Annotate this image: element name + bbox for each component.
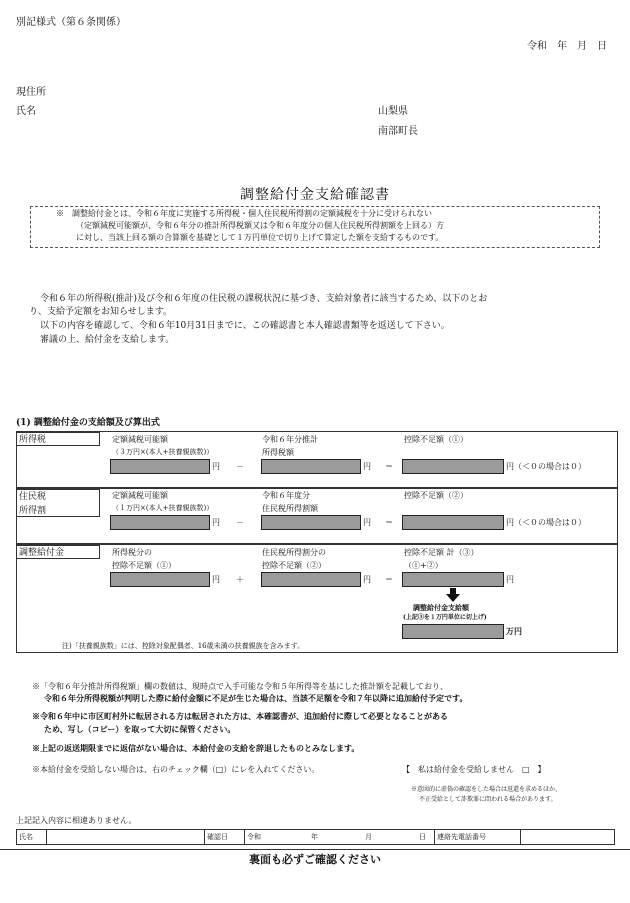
adjustment-col3-sub: （①+②） [404, 561, 443, 570]
date-line: 令和 年 月 日 [527, 41, 607, 52]
arrow-down-icon [446, 588, 460, 602]
estimated-income-tax-field[interactable] [261, 459, 361, 474]
man-yen-unit: 万円 [506, 626, 522, 636]
section-heading: (1) 調整給付金の支給額及び算出式 [16, 418, 160, 428]
address-label: 現住所 [16, 87, 46, 98]
resident-tax-label-line2: 所得割 [19, 506, 47, 516]
month-label: 月 [365, 833, 372, 841]
name-cell-label: 氏名 [17, 830, 47, 844]
confirm-statement: 上記記入内容に相違ありません。 [16, 816, 137, 825]
back-side-notice: 裏面も必ずご確認ください [249, 853, 381, 866]
yen-unit-floor-note: 円（＜０の場合は０） [506, 462, 586, 471]
phone-input[interactable] [521, 830, 614, 844]
income-tax-label: 所得税 [16, 432, 100, 446]
yen-unit: 円 [212, 575, 220, 584]
note-4: ※本給付金を受給しない場合は、右のチェック欄（□）にレを入れてください。 [32, 765, 320, 774]
income-tax-col3-title: 控除不足額（①） [404, 435, 468, 444]
intro-line4: 審議の上、給付金を支給します。 [40, 335, 175, 345]
benefit-total-rounding-note: (上記③を１万円単位に切上げ) [403, 614, 487, 621]
adjustment-col2-sub: 控除不足額（②） [262, 561, 326, 570]
equals-sign: ＝ [385, 518, 393, 527]
yen-unit: 円 [363, 518, 371, 527]
confirm-date-input[interactable] [245, 830, 435, 844]
fraud-warning-line1: ※意図的に虚偽の確認をした場合は返還を求めるほか、 [411, 786, 562, 793]
benefit-total-field[interactable] [402, 624, 504, 639]
divider [0, 849, 630, 850]
phone-label: 連絡先電話番号 [435, 830, 521, 844]
yen-unit: 円 [506, 575, 514, 584]
decline-checkbox[interactable]: 【 私は給付金を受給しません □ 】 [402, 765, 546, 774]
intro-line1: 令和６年の所得税(推計)及び令和６年度の住民税の課税状況に基づき、支給対象者に該当するため、以下のとお [40, 294, 488, 304]
yen-unit-floor-note: 円（＜０の場合は０） [506, 518, 586, 527]
year-label: 年 [311, 833, 318, 841]
resident-tax-col1-sub: （１万円×(本人+扶養親族数)） [112, 504, 214, 512]
resident-tax-col3-title: 控除不足額（②） [404, 491, 468, 500]
note-3: ※上記の返送期限までに返信がない場合は、本給付金の支給を辞退したものとみなします。 [32, 743, 360, 753]
resident-tax-amount-field[interactable] [261, 515, 361, 530]
note-1-line2: 令和６年分所得税額が判明した際に給付金額に不足が生じた場合は、当該不足額を令和７年以降に追加給付予定です。 [44, 693, 468, 703]
yen-unit: 円 [363, 575, 371, 584]
definition-note-line2: （定額減税可能額が、令和６年分の推計所得税額又は令和６年度分の個人住民税所得割額を上回る）方 [76, 221, 444, 230]
shortfall-total-field[interactable] [402, 572, 504, 587]
note-2-line1: ※令和６年中に市区町村外に転居される方は転居された方は、本確認書が、追加給付に際して必要となることがある [32, 711, 448, 721]
recipient-prefecture: 山梨県 [378, 106, 408, 117]
adjustment-col1-sub: 控除不足額（①） [112, 561, 176, 570]
shortfall-1-copy-field[interactable] [110, 572, 210, 587]
benefit-total-label: 調整給付金支給額 [413, 603, 469, 612]
equals-sign: ＝ [385, 575, 393, 584]
dependents-note: 注)「扶養親族数」には、控除対象配偶者、16歳未満の扶養親族を含みます。 [62, 642, 305, 650]
fraud-warning-line2: 不正受給として詐欺罪に問われる場合があります。 [419, 796, 557, 803]
note-2-line2: ため、写し（コピー）を取って大切に保管ください。 [44, 724, 236, 734]
era-label: 令和 [247, 833, 261, 841]
form-label: 別記様式（第６条関係） [16, 17, 126, 28]
fixed-deduction-income-field[interactable] [110, 459, 210, 474]
shortfall-2-copy-field[interactable] [261, 572, 361, 587]
intro-line3: 以下の内容を確認して、令和６年10月31日までに、この確認書と本人確認書類等を返送して下さい。 [40, 321, 450, 331]
resident-tax-label-line1: 住民税 [19, 492, 47, 502]
intro-line2: り、支給予定額をお知らせします。 [29, 307, 173, 317]
definition-note-line1: ※ 調整給付金とは、令和６年度に実施する所得税・個人住民税所得割の定額減税を十分に受けられない [56, 209, 432, 218]
yen-unit: 円 [212, 462, 220, 471]
name-input[interactable] [47, 830, 205, 844]
resident-tax-col2-title: 令和６年度分 [262, 491, 310, 500]
resident-tax-col1-title: 定額減税可能額 [112, 491, 168, 500]
income-tax-col2-sub: 所得税額 [262, 448, 294, 457]
page-title: 調整給付金支給確認書 [240, 187, 390, 203]
adjustment-label: 調整給付金 [16, 545, 100, 559]
equals-sign: ＝ [385, 462, 393, 471]
shortfall-2-field[interactable] [402, 515, 504, 530]
minus-sign: － [236, 518, 244, 527]
income-tax-col1-sub: （３万円×(本人+扶養親族数)） [112, 448, 214, 456]
confirm-date-label: 確認日 [205, 830, 245, 844]
income-tax-col1-title: 定額減税可能額 [112, 435, 168, 444]
adjustment-col3-title: 控除不足額 計（③） [404, 548, 479, 557]
day-label: 日 [419, 833, 426, 841]
resident-tax-col2-sub: 住民税所得割額 [262, 504, 318, 513]
yen-unit: 円 [363, 462, 371, 471]
adjustment-col1-title: 所得税分の [112, 548, 152, 557]
shortfall-1-field[interactable] [402, 459, 504, 474]
definition-note-line3: に対し、当該上回る額の合算額を基礎として１万円単位で切り上げて算定した額を支給するものです。 [76, 233, 444, 242]
plus-sign: ＋ [236, 575, 244, 584]
fixed-deduction-resident-field[interactable] [110, 515, 210, 530]
yen-unit: 円 [212, 518, 220, 527]
note-1-line1: ※「令和６年分推計所得税額」欄の数値は、現時点で入手可能な令和５年所得等を基にした推計額を記載しており、 [32, 682, 448, 691]
income-tax-col2-title: 令和６年分推計 [262, 435, 318, 444]
recipient-mayor: 南部町長 [378, 126, 418, 137]
minus-sign: － [236, 462, 244, 471]
name-label: 氏名 [16, 106, 36, 117]
signature-table [16, 829, 615, 845]
resident-tax-label [16, 489, 100, 517]
adjustment-col2-title: 住民税所得割分の [262, 548, 326, 557]
